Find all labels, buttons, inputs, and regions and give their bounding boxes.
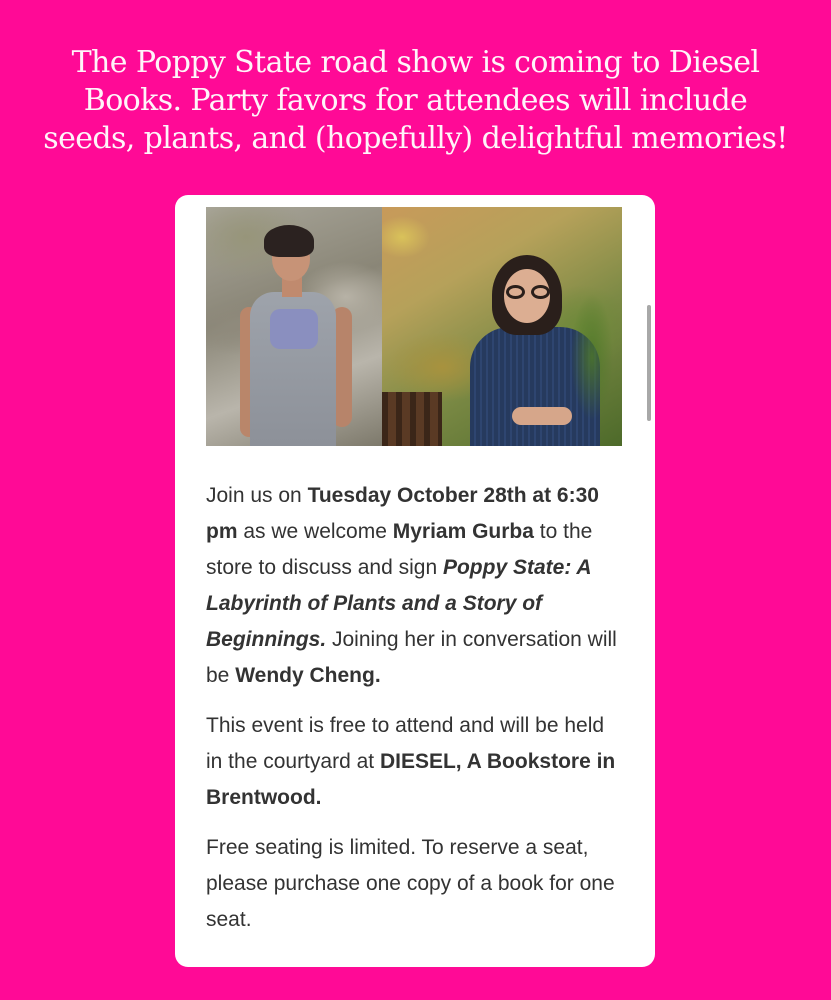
photo-wendy-cheng (382, 207, 622, 446)
headline-caption: The Poppy State road show is coming to Diesel Books. Party favors for attendees will include seeds, plants, and (hopefully) delightful memories! (43, 45, 788, 156)
paragraph-venue (206, 708, 626, 816)
event-datetime: Tuesday October 28th at 6:30 pm (206, 484, 599, 543)
text: Free seating is limited. To reserve a seat, please purchase one copy of a book for one seat. (206, 836, 615, 931)
figure-hair (264, 225, 314, 257)
author-photos (206, 207, 622, 446)
photo-myriam-gurba (206, 207, 382, 446)
venue-name: DIESEL, A Bookstore in Brentwood. (206, 750, 616, 809)
text: This event is free to attend and will be held in the courtyard at (206, 714, 605, 773)
book-title: Poppy State: A Labyrinth of Plants and a Story of Beginnings. (206, 556, 591, 651)
text: Joining her in conversation will be (206, 628, 617, 687)
event-description (206, 478, 626, 952)
figure-top (270, 309, 318, 349)
scrollbar[interactable] (647, 305, 651, 421)
text: Join us on (206, 484, 308, 507)
event-card[interactable] (175, 195, 655, 967)
guest-name: Wendy Cheng. (235, 664, 381, 687)
paragraph-seating (206, 830, 626, 938)
bench (382, 392, 442, 446)
text: as we welcome (237, 520, 393, 543)
glasses-icon (506, 285, 550, 299)
fern-foliage (552, 267, 622, 446)
paragraph-event-details (206, 478, 626, 694)
text: to the store to discuss and sign (206, 520, 593, 579)
author-name: Myriam Gurba (392, 520, 534, 543)
